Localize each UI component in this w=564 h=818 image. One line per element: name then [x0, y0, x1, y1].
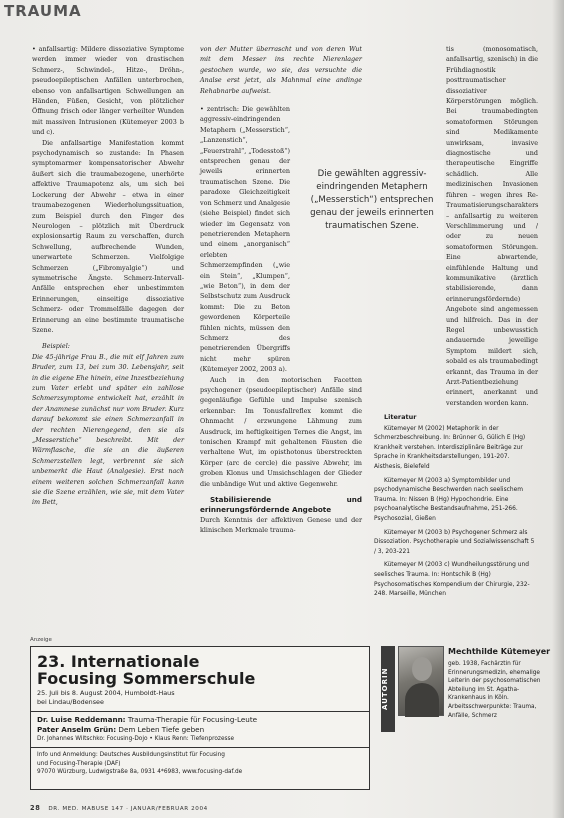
example-label: Beispiel:: [42, 342, 70, 351]
literature-item: Kütemeyer M (2003 c) Wundheilungsstörung und seelisches Trauma. In: Hontschik B (Hg) Psychosomatisches Kompendium der Chirurgie, 232-248. Marseille, München: [374, 562, 530, 598]
page-footer: [30, 804, 208, 812]
ad-label: Anzeige: [30, 637, 52, 643]
paragraph: Durch Kenntnis der affektiven Genese und der klinischen Merkmale trauma-: [200, 516, 362, 535]
ad-title-line: Focusing Sommerschule: [37, 669, 256, 688]
author-tab: AUTORIN: [381, 646, 395, 732]
ad-contact-line: und Focusing-Therapie (DAF): [37, 760, 121, 767]
ad-title: [31, 647, 369, 687]
advertisement-box: [30, 646, 370, 790]
author-name: Mechthilde Kütemeyer: [448, 647, 551, 656]
ad-place: bei Lindau/Bodensee: [37, 698, 104, 706]
paragraph: Die anfallsartige Manifestation kommt psychodynamisch so zustande: In Phasen symptomarmer kompensatorischer Abwehr äußert sich die traumabezogene, unerhörte affektive Traumapotenz als, um sich bei Lockerung der Abwehr – etwa in einer traumabezogenen Wiederholungssituation, zum Beispiel durch den Finger des Neurologen – plötzlich mit Überdruck explosionsartig Raum zu verschaffen, durch Schwellung, aufbrechende Wunden, unerwartete Schmerzen. Vielfolgige Schmerzen („Fibromyalgie“) und symmetrische Ängste. Schmerz-Intervall-Anfälle entsprechen eher unbestimmten Erinnerungen, einseitige dissoziative Schmerz- oder Trommelfälle dagegen der Erinnerung an eine bestimmte traumatische Szene.: [32, 138, 184, 334]
ad-date: 25. Juli bis 8. August 2004, Humboldt-Haus: [37, 689, 175, 697]
paragraph: • zentrisch: Die gewählten aggressiv-eindringenden Metaphern („Messerstich“, „Lanzenstich“, „Feuerstrahl“, „Todesstoß“) entsprechen genau der jeweils erinnerten traumatischen Szene. Die paradoxe Gleichzeitigkeit von Schmerz und Analgesie (siehe Beispiel) findet sich wieder im Gegensatz von penetrierenden Metaphern und einem „anorganisch“ erlebten Schmerzempfinden („wie ein Stein“, „Klumpen“, „wie Beton“), in dem der Selbstschutz zum Ausdruck kommt: Die zu Beton gewordenen Körperteile fühlen nichts, müssen den Schmerz des penetrierenden Übergriffs nicht mehr spüren (Kütemeyer 2002, 2003 a).: [200, 105, 290, 374]
literature-item: Kütemeyer M (2003 b) Psychogener Schmerz als Dissoziation. Psychotherapie und Sozialwissenschaft 5 / 3, 203-221: [374, 529, 535, 555]
literature-item: Kütemeyer M (2003 a) Symptombilder und psychodynamische Beschwerden nach seelischem Trauma. In: Nissen B (Hg) Hypochondrie. Eine psychoanalytische Bestandsaufnahme, 251-266. Psychosozial, Gießen: [374, 477, 523, 522]
paragraph: von der Mutter überrascht und von deren Wut mit dem Messer ins rechte Nierenlager gestochen wurde, wo sie, das versuchte die Analse erst jetzt, als Mahnmal eine andinge Rehabnarbe aufweist.: [200, 45, 362, 95]
speaker-name: Dr. Luise Reddemann:: [37, 715, 126, 724]
ad-contact-line: 97070 Würzburg, Ludwigstraße 8a, 0931 4*6983, www.focusing-daf.de: [37, 769, 243, 776]
section-heading: Stabilisierende und erinnerungsfördernde Angebote: [200, 495, 362, 515]
column-2: [200, 44, 362, 536]
paragraph: Auch in den motorischen Facetten psychogener (pseudoepileptischer) Anfälle sind gegenläufige Gefühle und Impulse szenisch erkennbar: Im Tonusfallreflex kommt die Ohnmacht / erzwungene Lähmung zum Ausdruck, im heftigkeitigen Ternes die Angst, im tonischen Krampf mit gehaltenen Fäusten die verhaltene Wut, im opisthotonus überstreckten Körper (arc de cercle) die passive Abwehr, im groben Klonus und Umsichschlagen der Glieder die unbändige Wut und aktive Gegenwehr.: [200, 375, 362, 488]
speaker-list: Dr. Johannes Wiltschko: Focusing-Dojo • Klaus Renn: Tiefenprozesse: [37, 736, 235, 742]
footer-text: DR. MED. MABUSE 147 · JANUAR/FEBRUAR 2004: [48, 806, 208, 812]
column-1: [32, 44, 184, 508]
ad-title-line: 23. Internationale: [37, 652, 200, 671]
literature-heading: Literatur: [384, 413, 417, 422]
ad-speakers: [31, 711, 369, 743]
speaker-topic: Trauma-Therapie für Focusing-Leute: [127, 715, 258, 724]
ad-contact: [31, 747, 369, 776]
author-photo-head: [412, 657, 432, 681]
ad-contact-line: Info und Anmeldung: Deutsches Ausbildungsinstitut für Focusing: [37, 752, 225, 759]
column-3: [374, 44, 538, 604]
pull-quote: Die gewählten aggressiv-eindringenden Metaphern („Messerstich“) entsprechen genau der jeweils erinnerten traumatischen Szene.: [300, 160, 444, 260]
author-photo-body: [405, 683, 439, 717]
example-text: Die 45-jährige Frau B., die mit elf Jahren zum Bruder, zum 13, bei zum 30. Lebensjahr, seit in die eigene Ehe hinein, eine Inzestbeziehung zum Vater erlebt und später ein zahllose Schmerzsymptome entwickelt hat, erzählt in der Anamnese zunächst nur vom Bruder. Kurz darauf bekommt sie einen Schmerzanfall in der rechten Nierengegend, den sie als „Messerstiche“ beschreibt. Mit der Wärmflasche, die sie an die äußeren Schmerzstellen legt, verbrennt sie sich unbemerkt die Haut (Analgesie). Erst nach einem weiteren solchen Schmerzanfall kann sie die Szene erzählen, wie sie, mit dem Vater im Bett,: [32, 352, 184, 507]
paragraph: tis (monosomatisch, anfallsartig, szenisch) in die Frühdiagnostik posttraumatischer dissoziativer Körperstörungen möglich. Bei traumabedingten somatoformen Störungen sind Medikamente unwirksam, invasive diagnostische und therapeutische Eingriffe schädlich. Alle medizinischen Invasionen führen – wegen ihres Re-Traumatisierungscharakters – anfallsartig zu weiteren Verschlimmerung und / oder zu neuen somatoformen Störungen. Eine abwartende, einfühlende Haltung und kommunikative (ärztlich stabilisierende, dann erinnerungsfördernde) Angebote sind angemessen und hilfreich. Das in der Regel unbewusstich andauernde jeweilige Symptom mildert sich, sobald es als traumabedingt erkannt, das Trauma in der Arzt-Patientbeziehung erinnert, anerkannt und verstanden worden kann.: [446, 45, 539, 407]
paragraph: • anfallsartig: Mildere dissoziative Symptome werden immer wieder von drastischen Schmerz-, Schwindel-, Hitze-, Dröhn-, pseudoepileptischen Anfällen unterbrochen, ebenso von anfallsartigen Schwellungen an Händen, Füßen, Gesicht, von plötzlicher Öffnung frisch oder länger verheilter Wunden mit massiven Intrusionen (Kütemeyer 2003 b und c).: [32, 45, 184, 137]
page-number: 28: [30, 804, 41, 812]
speaker-topic: Dem Leben Tiefe geben: [118, 725, 205, 734]
literature-item: Kütemeyer M (2002) Metaphorik in der Schmerzbeschreibung. In: Brünner G, Gülich E (Hg) Krankheit verstehen. Interdisziplinäre Beiträge zur Sprache in Krankheitsdarstellungen, 191-207. Aisthesis, Bielefeld: [374, 425, 526, 470]
speaker-name: Pater Anselm Grün:: [37, 725, 117, 734]
author-bio: geb. 1938, Fachärztin für Erinnerungsmedizin, ehemalige Leiterin der psychosomatischen Abteilung im St. Agatha-Krankenhaus in Köln. Arbeitsschwerpunkte: Trauma, Anfälle, Schmerz: [448, 661, 541, 719]
author-photo: [398, 646, 444, 716]
section-header: TRAUMA: [4, 2, 82, 20]
